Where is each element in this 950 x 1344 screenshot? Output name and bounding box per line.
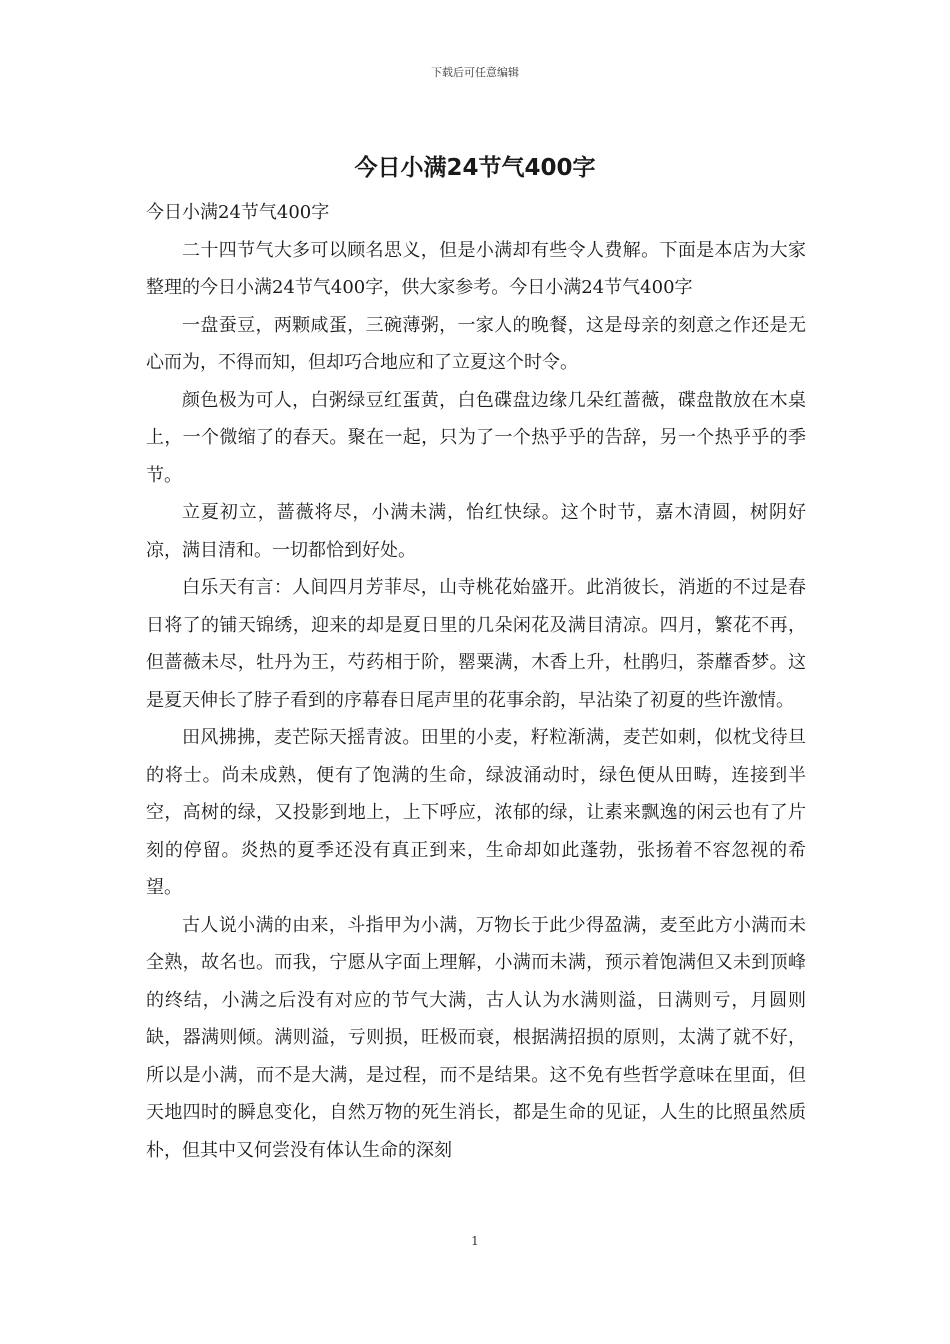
paragraph: 古人说小满的由来，斗指甲为小满，万物长于此少得盈满，麦至此方小满而未全熟，故名也。而我，宁愿从字面上理解，小满而未满，预示着饱满但又未到顶峰的终结，小满之后没有对应的节气大满，古人认为水满则溢，日满则亏，月圆则缺，器满则倾。满则溢，亏则损，旺极而衰，根据满招损的原则，太满了就不好，所以是小满，而不是大满，是过程，而不是结果。这不免有些哲学意味在里面，但天地四时的瞬息变化，自然万物的死生消长，都是生命的见证，人生的比照虽然质朴，但其中又何尝没有体认生命的深刻 [146, 914, 806, 1161]
paragraph: 二十四节气大多可以顾名思义，但是小满却有些令人费解。下面是本店为大家整理的今日小满24节气400字，供大家参考。今日小满24节气400字 [146, 239, 806, 298]
paragraph: 田风拂拂，麦芒际天摇青波。田里的小麦，籽粒渐满，麦芒如刺，似枕戈待旦的将士。尚未成熟，便有了饱满的生命，绿波涌动时，绿色便从田畴，连接到半空，高树的绿，又投影到地上，上下呼应，浓郁的绿，让素来飘逸的闲云也有了片刻的停留。炎热的夏季还没有真正到来，生命却如此蓬勃，张扬着不容忽视的希望。 [146, 727, 806, 898]
paragraph: 白乐天有言：人间四月芳菲尽，山寺桃花始盛开。此消彼长，消逝的不过是春日将了的铺天锦绣，迎来的却是夏日里的几朵闲花及满目清凉。四月，繁花不再，但蔷薇未尽，牡丹为王，芍药相于阶，罂粟满，木香上升，杜鹃归，荼蘼香梦。这是夏天伸长了脖子看到的序幕春日尾声里的花事余韵，早沾染了初夏的些许激情。 [146, 577, 806, 711]
document-title: 今日小满24节气400字 [354, 155, 596, 181]
header-note: 下载后可任意编辑 [431, 66, 519, 79]
document-body [146, 194, 806, 1169]
paragraph: 立夏初立，蔷薇将尽，小满未满，怡红快绿。这个时节，嘉木清圆，树阴好凉，满目清和。一切都恰到好处。 [146, 502, 806, 561]
page-number: 1 [471, 1234, 479, 1248]
paragraph: 颜色极为可人，白粥绿豆红蛋黄，白色碟盘边缘几朵红蔷薇，碟盘散放在木桌上，一个微缩了的春天。聚在一起，只为了一个热乎乎的告辞，另一个热乎乎的季节。 [146, 389, 806, 486]
paragraph-subtitle: 今日小满24节气400字 [146, 202, 330, 223]
paragraph: 一盘蚕豆，两颗咸蛋，三碗薄粥，一家人的晚餐，这是母亲的刻意之作还是无心而为，不得而知，但却巧合地应和了立夏这个时令。 [146, 314, 806, 373]
